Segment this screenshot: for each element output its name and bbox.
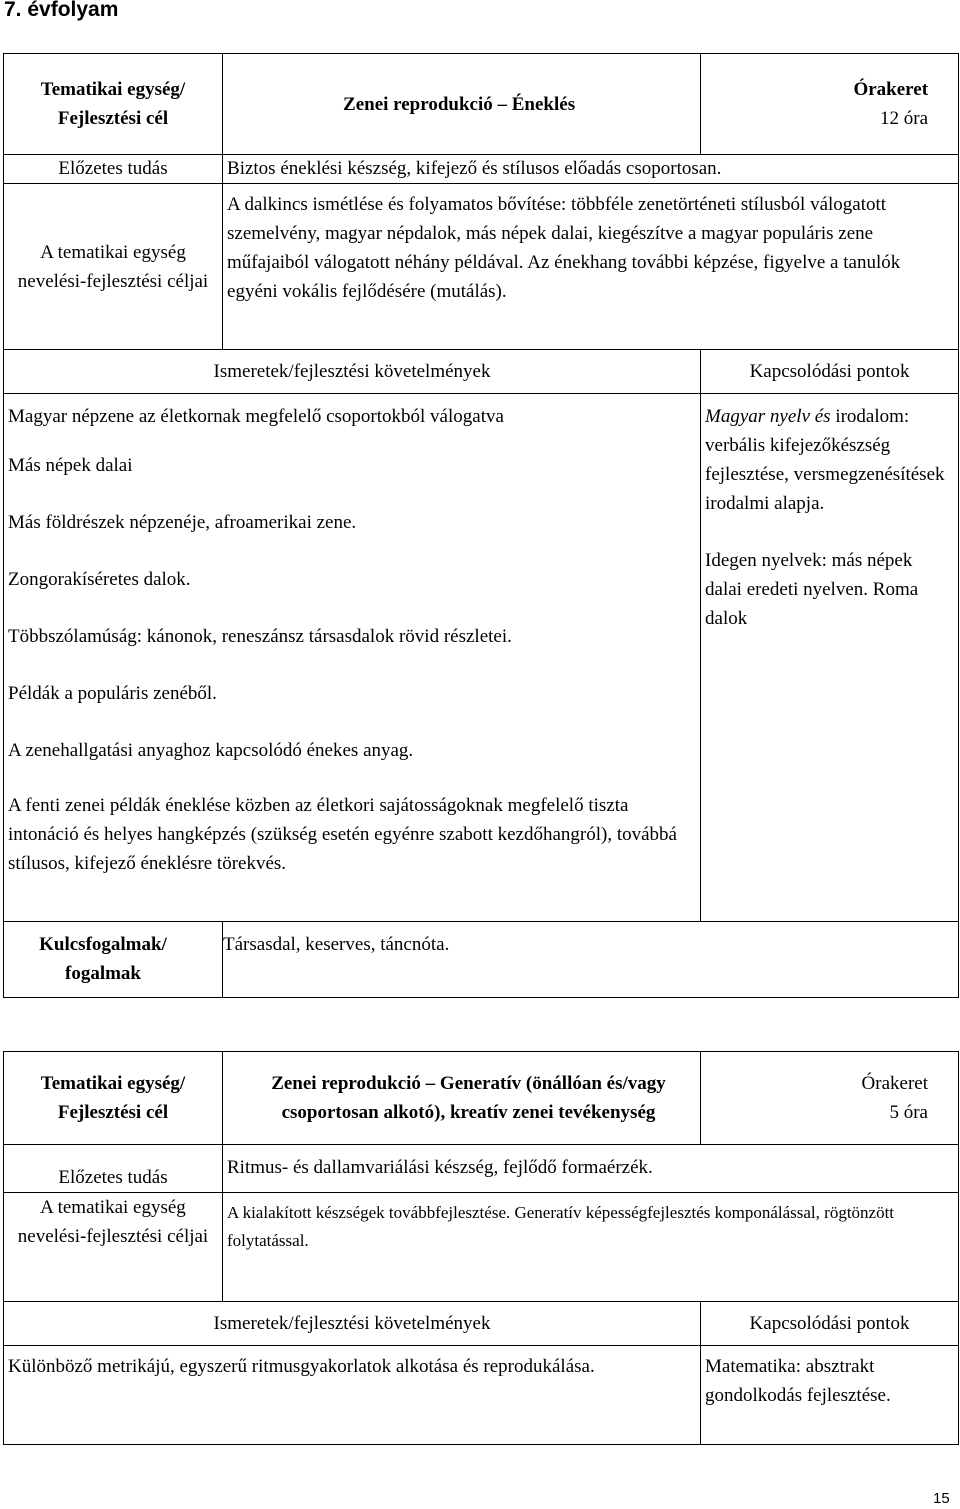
unit1-key-text: Társasdal, keserves, táncnóta. <box>223 922 959 998</box>
requirement-item: Más földrészek népzenéje, afroamerikai zene. <box>8 512 357 533</box>
unit2-table <box>3 1051 959 1445</box>
requirement-item: A fenti zenei példák éneklése közben az életkori sajátosságoknak megfelelő tiszta intonáció és helyes hangképzés (szükség esetén egyénre szabott kezdőhangról), továbbá stílusos, kifejező éneklésre törekvés. <box>8 795 677 874</box>
connection-item <box>705 402 948 518</box>
unit2-prior-text: Ritmus- és dallamvariálási készség, fejlődő formaérzék. <box>223 1145 959 1193</box>
connection-rest: irodalom: verbális kifejezőkészség fejlesztése, versmegzenésítések irodalmi alapja. <box>705 406 945 514</box>
unit1-hours <box>701 54 959 155</box>
unit2-req-header: Ismeretek/fejlesztési követelmények <box>4 1302 701 1346</box>
unit1-key-label: Kulcsfogalmak/ fogalmak <box>4 922 223 998</box>
unit1-title: Zenei reprodukció – Éneklés <box>223 54 701 155</box>
unit2-connection: Matematika: absztrakt gondolkodás fejlesztése. <box>701 1346 959 1445</box>
unit1-prior-text: Biztos éneklési készség, kifejező és stílusos előadás csoportosan. <box>223 155 959 184</box>
requirement-item: Magyar népzene az életkornak megfelelő csoportokból válogatva <box>8 406 504 427</box>
unit2-hours-label: Órakeret <box>861 1073 928 1094</box>
grade-title: 7. évfolyam <box>4 0 119 21</box>
unit2-goals-text: A kialakított készségek továbbfejlesztése. Generatív képességfejlesztés komponálással, rögtönzött folytatással. <box>223 1193 959 1302</box>
connection-item: Idegen nyelvek: más népek dalai eredeti nyelven. Roma dalok <box>705 550 919 629</box>
unit2-requirement: Különböző metrikájú, egyszerű ritmusgyakorlatok alkotása és reprodukálása. <box>4 1346 701 1445</box>
unit2-hours <box>701 1052 959 1145</box>
unit1-goals-text: A dalkincs ismétlése és folyamatos bővítése: többféle zenetörténeti stílusból válogatott szemelvény, magyar népdalok, más népek dalai, kiegészítve a magyar populáris zene műfajaiból válogatott néhány példával. Az énekhang további képzése, figyelve a tanulók egyéni vokális fejlődésére (mutálás). <box>223 184 959 350</box>
unit1-connections <box>701 394 959 922</box>
unit2-goals-label: A tematikai egység nevelési-fejlesztési céljai <box>4 1193 223 1302</box>
unit1-hours-value: 12 óra <box>880 108 929 129</box>
requirement-item: A zenehallgatási anyaghoz kapcsolódó énekes anyag. <box>8 740 414 761</box>
page-number: 15 <box>933 1490 950 1507</box>
requirement-item: Más népek dalai <box>8 455 133 476</box>
unit1-hours-label: Órakeret <box>853 79 929 100</box>
unit1-goals-label: A tematikai egység nevelési-fejlesztési céljai <box>4 184 223 350</box>
requirement-item: Többszólamúság: kánonok, reneszánsz társasdalok rövid részletei. <box>8 626 512 647</box>
unit2-hours-value: 5 óra <box>889 1102 928 1123</box>
unit1-req-header: Ismeretek/fejlesztési követelmények <box>4 350 701 394</box>
unit2-header-label: Tematikai egység/ Fejlesztési cél <box>4 1052 223 1145</box>
unit1-conn-header: Kapcsolódási pontok <box>701 350 959 394</box>
requirement-item: Példák a populáris zenéből. <box>8 683 217 704</box>
unit2-title: Zenei reprodukció – Generatív (önállóan és/vagy csoportosan alkotó), kreatív zenei tevékenység <box>223 1052 701 1145</box>
unit2-conn-header: Kapcsolódási pontok <box>701 1302 959 1346</box>
connection-italic: Magyar nyelv és <box>705 406 831 427</box>
unit1-prior-label: Előzetes tudás <box>4 155 223 184</box>
unit1-table <box>3 53 959 998</box>
unit1-requirements <box>4 394 701 922</box>
unit2-prior-label: Előzetes tudás <box>4 1145 223 1193</box>
unit1-header-label: Tematikai egység/ Fejlesztési cél <box>4 54 223 155</box>
requirement-item: Zongorakíséretes dalok. <box>8 569 191 590</box>
